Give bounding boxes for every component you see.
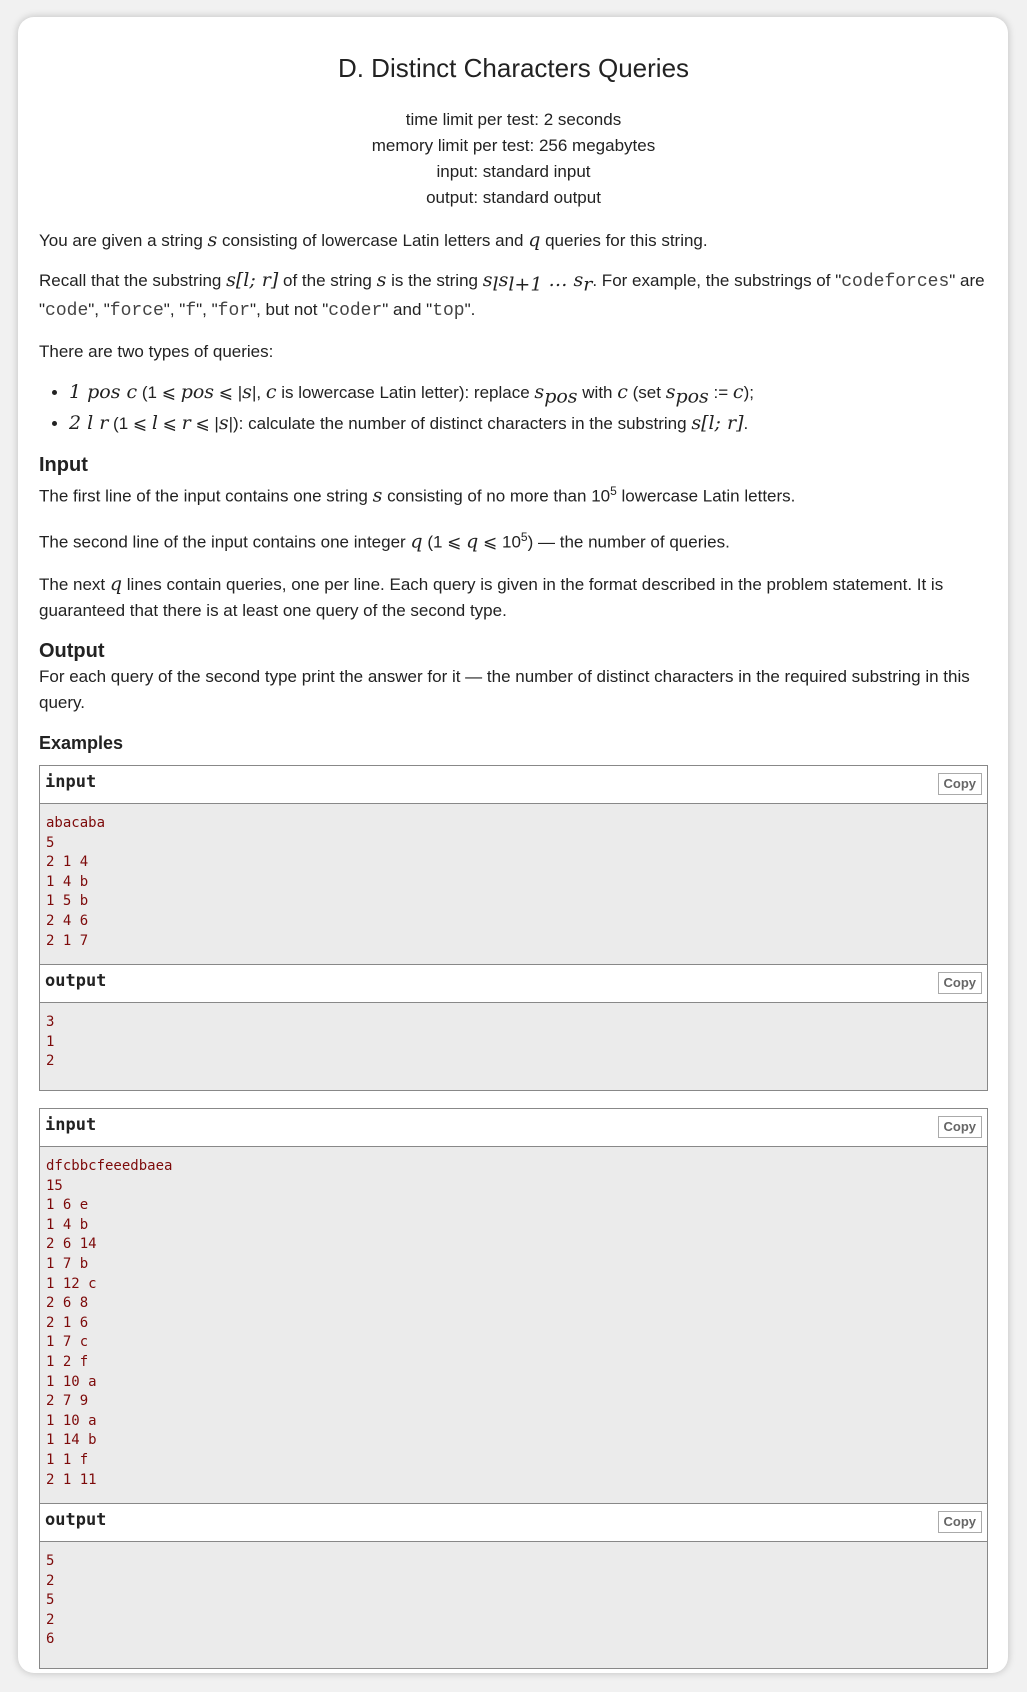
sample-line: 1 4 b — [46, 873, 89, 890]
sample-line: 2 7 9 — [46, 1393, 89, 1410]
example-1 — [39, 765, 988, 1091]
query-type-1: • 1 pos c (1 ⩽ pos ⩽ |s|, c is lowercase Latin letter): replace $s_{pos}$ with c (set $s_{pos}$ := c); — [69, 379, 988, 409]
statement-paragraph-2: Recall that the substring s[l; r] of the string s is the string $s_ls_{l+1}$ … $s_r$. For example, the substrings of "codeforces" are "code", "force", "f", "for", but not "coder" and "top". — [39, 269, 985, 322]
sample-line: 2 — [46, 1611, 55, 1628]
sample-line: 1 7 c — [46, 1334, 89, 1351]
sample-line: 1 5 b — [46, 893, 89, 910]
problem-limits — [39, 107, 988, 211]
sample-line: 1 7 b — [46, 1256, 89, 1273]
sample-line: 5 — [46, 834, 55, 851]
output-source: output: standard output — [426, 188, 601, 207]
sample-line: 2 6 8 — [46, 1295, 89, 1312]
sample-line: 6 — [46, 1631, 55, 1648]
sample-line: 2 6 14 — [46, 1236, 97, 1253]
sample-line: 2 1 6 — [46, 1314, 89, 1331]
output-heading: Output — [39, 640, 105, 663]
sample-line: 2 1 4 — [46, 854, 89, 871]
statement-paragraph-3: There are two types of queries: — [39, 342, 274, 362]
sample-line: 1 14 b — [46, 1432, 97, 1449]
time-limit: time limit per test: 2 seconds — [405, 110, 622, 129]
copy-button[interactable]: Copy — [938, 1116, 983, 1138]
sample-line: 1 10 a — [46, 1412, 97, 1429]
input-paragraph-3: The next q lines contain queries, one per line. Each query is given in the format described in the problem statement. It is guaranteed that there is at least one query of the second type. — [39, 573, 944, 621]
sample-line: 1 — [46, 1033, 55, 1050]
example-1-input — [40, 804, 987, 964]
input-label: input — [45, 1115, 97, 1136]
example-2-input-header — [40, 1109, 987, 1147]
example-2-output — [40, 1542, 987, 1668]
output-label: output — [45, 1510, 107, 1531]
problem-title: D. Distinct Characters Queries — [337, 53, 690, 83]
memory-limit: memory limit per test: 256 megabytes — [371, 136, 656, 155]
example-1-input-header — [40, 766, 987, 804]
sample-line: 2 — [46, 1572, 55, 1589]
copy-button[interactable]: Copy — [938, 773, 983, 795]
copy-button[interactable]: Copy — [938, 1511, 983, 1533]
output-label: output — [45, 971, 107, 992]
sample-line: 1 2 f — [46, 1354, 89, 1371]
sample-line: abacaba — [46, 815, 106, 832]
example-2 — [39, 1108, 988, 1669]
example-1-output — [40, 1003, 987, 1090]
sample-line: 15 — [46, 1177, 63, 1194]
statement-paragraph-1: You are given a string s consisting of lowercase Latin letters and q queries for this string. — [39, 229, 708, 251]
sample-line: 2 1 11 — [46, 1471, 97, 1488]
example-1-output-header — [40, 964, 987, 1003]
sample-line: 1 1 f — [46, 1452, 89, 1468]
input-source: input: standard input — [436, 162, 591, 181]
sample-line: 2 — [46, 1053, 55, 1070]
input-paragraph-2: The second line of the input contains one integer q (1 ⩽ q ⩽ $10^5$) — the number of queries. — [39, 530, 730, 554]
sample-line: 5 — [46, 1553, 55, 1570]
examples-label: Examples — [39, 733, 124, 754]
input-label: input — [45, 772, 97, 793]
sample-line: 2 1 7 — [46, 932, 89, 949]
input-heading: Input — [39, 453, 88, 476]
sample-line: 3 — [46, 1014, 55, 1031]
sample-line: 1 12 c — [46, 1275, 97, 1292]
sample-line: 1 10 a — [46, 1373, 97, 1390]
output-paragraph-1: For each query of the second type print the answer for it — the number of distinct characters in the required substring in this query. — [39, 667, 970, 713]
sample-line: 2 4 6 — [46, 913, 89, 930]
copy-button[interactable]: Copy — [938, 972, 983, 994]
example-2-input — [40, 1147, 987, 1503]
example-2-output-header — [40, 1503, 987, 1542]
sample-line: 1 6 e — [46, 1197, 89, 1214]
problem-card — [18, 17, 1008, 1673]
sample-line: dfcbbcfeeedbaea — [46, 1158, 173, 1175]
input-paragraph-1: The first line of the input contains one string s consisting of no more than $10^5$ lowercase Latin letters. — [39, 483, 796, 507]
sample-line: 5 — [46, 1592, 55, 1609]
sample-line: 1 4 b — [46, 1216, 89, 1233]
query-type-2: • 2 l r (1 ⩽ l ⩽ r ⩽ |s|): calculate the number of distinct characters in the substring s[l; r]. — [69, 410, 988, 437]
query-types-list — [39, 379, 988, 436]
